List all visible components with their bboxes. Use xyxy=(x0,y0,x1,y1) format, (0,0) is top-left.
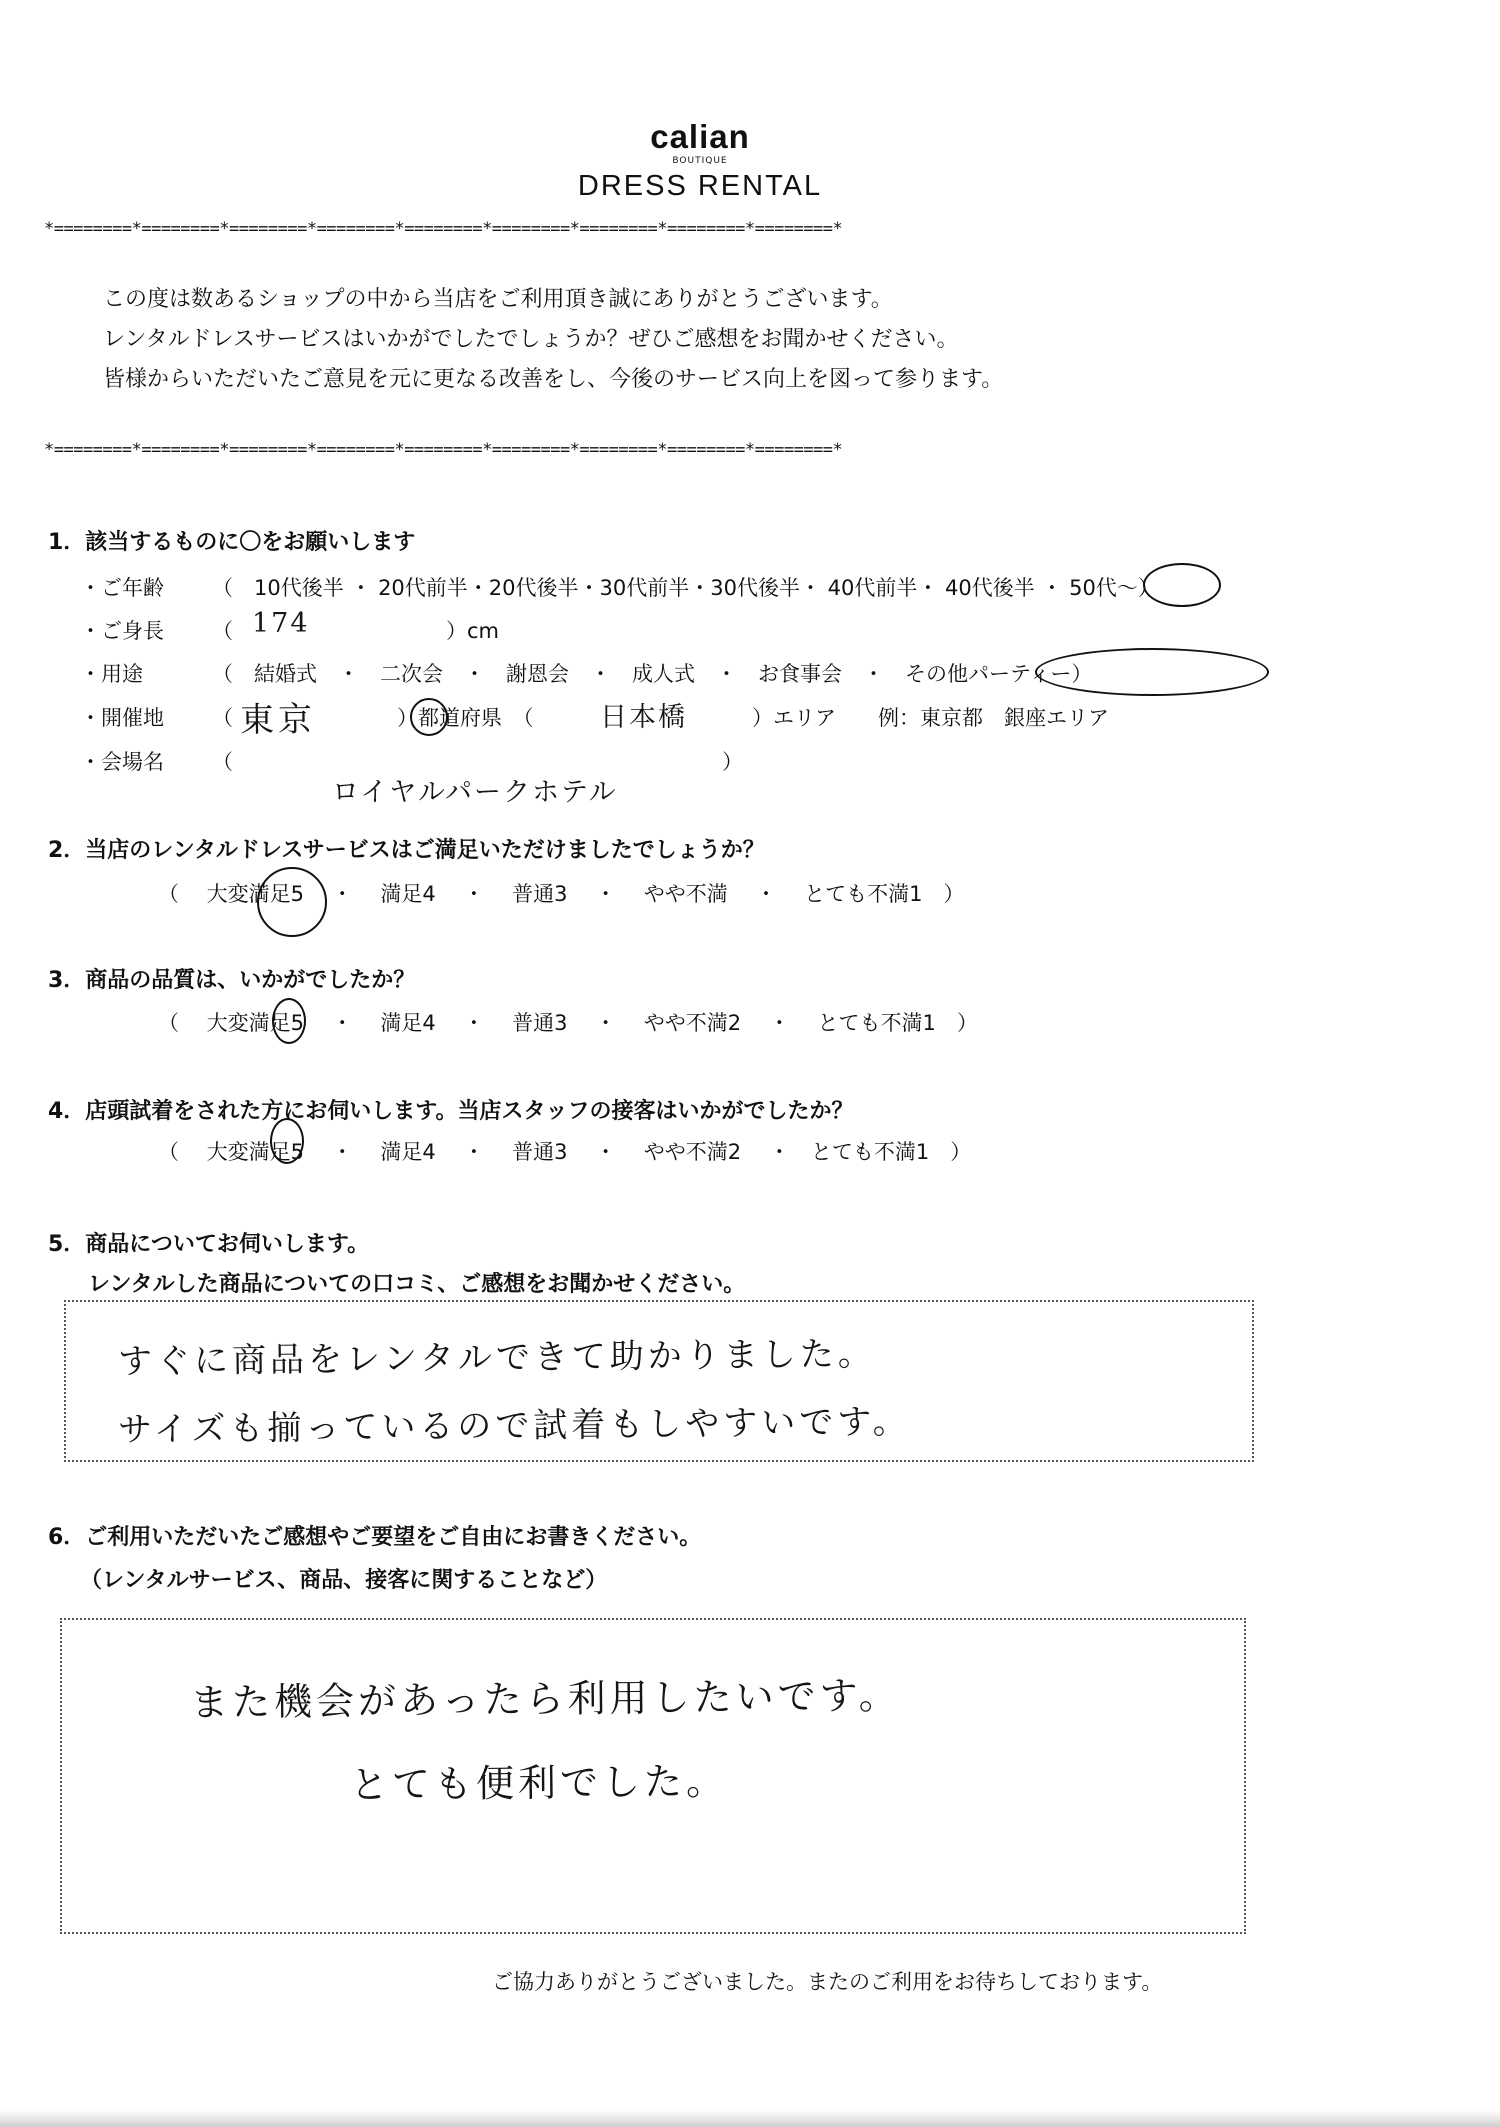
height-label: ・ご身長 xyxy=(80,619,164,643)
mid-divider: *========*========*========*========*========*========*========*========*========* xyxy=(44,440,843,460)
footer-thanks: ご協力ありがとうございました。またのご利用をお待ちしております。 xyxy=(492,1970,1163,1994)
hall-answer: ロイヤルパークホテル xyxy=(332,777,618,808)
venue-prefecture-suffix: ）都道府県 （ xyxy=(397,706,534,730)
hall-close-paren: ） xyxy=(722,750,743,774)
scan-edge xyxy=(0,2110,1500,2127)
page-title: DRESS RENTAL xyxy=(577,170,823,202)
age-options: （ 10代後半 ・ 20代前半・20代後半・30代前半・30代後半・ 40代前半・ 40代後半 ・ 50代～） xyxy=(212,576,1159,600)
q4-selection-circle xyxy=(270,1118,304,1164)
prefecture-circle xyxy=(410,698,448,736)
venue-open-paren: （ xyxy=(212,706,233,730)
height-unit: ）cm xyxy=(446,619,500,643)
age-label: ・ご年齢 xyxy=(80,576,164,600)
intro-line-1: この度は数あるショップの中から当店をご利用頂き誠にありがとうございます。 xyxy=(103,287,893,312)
height-open-paren: （ xyxy=(212,619,233,643)
venue-label: ・開催地 xyxy=(80,706,164,730)
q6-title: 6．ご利用いただいたご感想やご要望をご自由にお書きください。 xyxy=(48,1525,702,1550)
q3-title: 3．商品の品質は、いかがでしたか？ xyxy=(48,968,416,993)
q5-subtitle: レンタルした商品についての口コミ、ご感想をお聞かせください。 xyxy=(88,1272,746,1297)
q3-selection-circle xyxy=(272,998,306,1044)
purpose-options: （ 結婚式 ・ 二次会 ・ 謝恩会 ・ 成人式 ・ お食事会 ・ その他パーティー） xyxy=(212,662,1093,686)
q3-scale: （ 大変満足5 ・ 満足4 ・ 普通3 ・ やや不満2 ・ とても不満1 ） xyxy=(158,1011,978,1035)
purpose-label: ・用途 xyxy=(80,662,143,686)
q2-selection-circle xyxy=(257,867,327,937)
q2-scale: （ 大変満足5 ・ 満足4 ・ 普通3 ・ やや不満 ・ とても不満1 ） xyxy=(158,882,965,906)
intro-line-3: 皆様からいただいたご意見を元に更なる改善をし、今後のサービス向上を図って参ります。 xyxy=(103,367,1004,392)
brand-subtitle: BOUTIQUE xyxy=(672,156,728,166)
q4-scale: （ 大変満足5 ・ 満足4 ・ 普通3 ・ やや不満2 ・ とても不満1 ） xyxy=(158,1140,972,1164)
intro-line-2: レンタルドレスサービスはいかがでしたでしょうか？ぜひご感想をお聞かせください。 xyxy=(103,327,959,352)
purpose-selection-circle xyxy=(1035,648,1269,696)
venue-area-answer: 日本橋 xyxy=(600,702,687,733)
top-divider: *========*========*========*========*========*========*========*========*========* xyxy=(44,219,843,239)
height-answer: 174 xyxy=(252,608,310,639)
q2-title: 2．当店のレンタルドレスサービスはご満足いただけましたでしょうか？ xyxy=(48,838,765,863)
hall-label: ・会場名 xyxy=(80,750,164,774)
q5-answer-line-2: サイズも揃っているので試着もしやすいです。 xyxy=(117,1401,911,1451)
q5-answer-line-1: すぐに商品をレンタルできて助かりました。 xyxy=(117,1334,877,1382)
venue-prefecture-answer: 東京 xyxy=(239,699,317,741)
q6-subtitle: （レンタルサービス、商品、接客に関することなど） xyxy=(80,1568,608,1593)
q1-title: 1．該当するものに〇をお願いします xyxy=(48,530,416,555)
q4-title: 4．店頭試着をされた方にお伺いします。当店スタッフの接客はいかがでしたか？ xyxy=(48,1099,854,1124)
brand-logo: calian xyxy=(650,118,750,155)
q6-answer-line-2: とても便利でした。 xyxy=(349,1759,729,1807)
age-selection-circle xyxy=(1143,563,1221,607)
venue-area-suffix: ）エリア 例：東京都 銀座エリア xyxy=(752,706,1109,730)
q5-title: 5．商品についてお伺いします。 xyxy=(48,1232,370,1257)
q6-answer-line-1: また機会があったら利用したいです。 xyxy=(189,1673,901,1725)
hall-open-paren: （ xyxy=(212,750,233,774)
